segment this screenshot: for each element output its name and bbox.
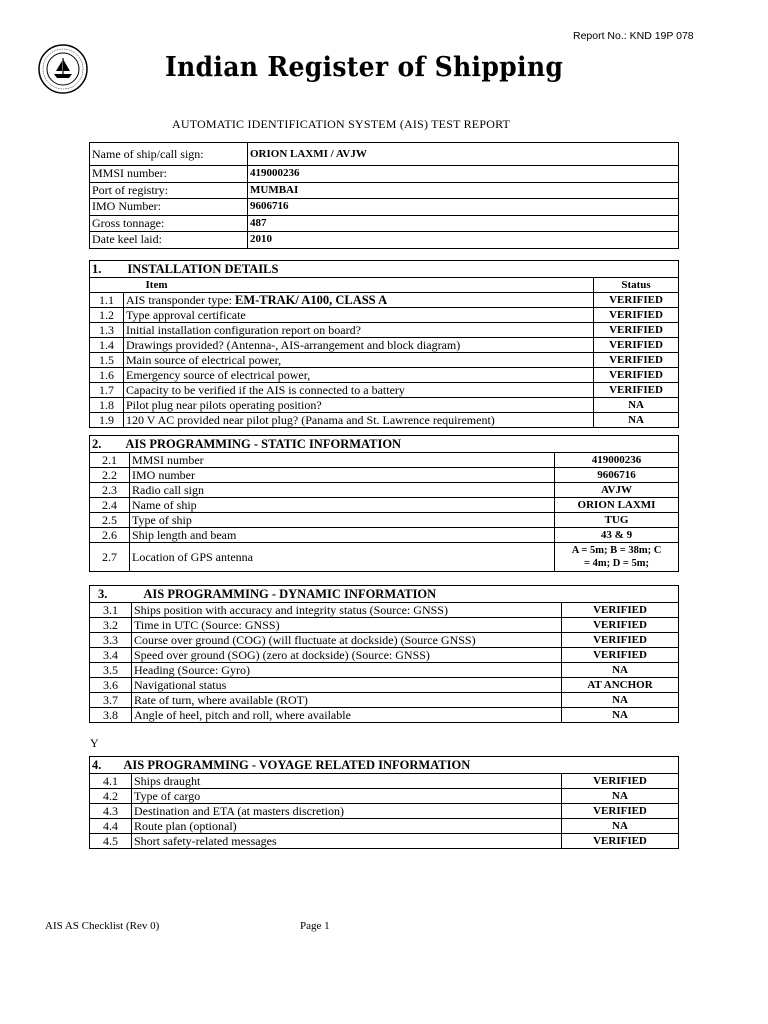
status-value: NA	[562, 708, 679, 723]
table-row	[90, 383, 679, 398]
row-number: 1.5	[90, 353, 124, 368]
row-item: Type of ship	[130, 513, 555, 528]
table-row	[90, 618, 679, 633]
table-row	[90, 693, 679, 708]
static-information-table	[89, 435, 679, 572]
row-number: 2.2	[90, 468, 130, 483]
programmed-value: 419000236	[555, 453, 679, 468]
status-value: VERIFIED	[594, 383, 679, 398]
row-number: 3.2	[90, 618, 132, 633]
status-value: VERIFIED	[562, 603, 679, 618]
row-number: 1.8	[90, 398, 124, 413]
row-item: Rate of turn, where available (ROT)	[132, 693, 562, 708]
row-item: Ships draught	[132, 774, 562, 789]
ship-info-value: 9606716	[248, 199, 679, 216]
row-item: Destination and ETA (at masters discretion)	[132, 804, 562, 819]
status-value: AT ANCHOR	[562, 678, 679, 693]
programmed-value: 43 & 9	[555, 528, 679, 543]
ship-info-label: Gross tonnage:	[90, 215, 248, 232]
footer-page-number: Page 1	[300, 920, 330, 932]
row-item: Angle of heel, pitch and roll, where available	[132, 708, 562, 723]
status-value: VERIFIED	[562, 804, 679, 819]
row-item: Time in UTC (Source: GNSS)	[132, 618, 562, 633]
table-row	[90, 819, 679, 834]
row-number: 3.5	[90, 663, 132, 678]
programmed-value: ORION LAXMI	[555, 498, 679, 513]
section-header	[90, 757, 679, 774]
row-number: 2.4	[90, 498, 130, 513]
section-title: AIS PROGRAMMING - DYNAMIC INFORMATION	[143, 586, 437, 601]
row-item: Type of cargo	[132, 789, 562, 804]
column-header-row	[90, 278, 679, 293]
section-title: AIS PROGRAMMING - VOYAGE RELATED INFORMATION	[123, 757, 471, 772]
stray-mark: Y	[90, 736, 99, 750]
status-value: VERIFIED	[594, 293, 679, 308]
table-row	[90, 323, 679, 338]
row-number: 4.1	[90, 774, 132, 789]
programmed-value: 9606716	[555, 468, 679, 483]
gps-antenna-location: A = 5m; B = 38m; C = 4m; D = 5m;	[555, 543, 679, 572]
installation-details-table	[89, 260, 679, 428]
status-value: VERIFIED	[594, 338, 679, 353]
status-value: VERIFIED	[562, 774, 679, 789]
row-item: Radio call sign	[130, 483, 555, 498]
ship-info-row	[90, 166, 679, 183]
row-item: Initial installation configuration report on board?	[124, 323, 594, 338]
row-number: 1.2	[90, 308, 124, 323]
status-value: VERIFIED	[562, 633, 679, 648]
status-value: VERIFIED	[562, 648, 679, 663]
row-item: Main source of electrical power,	[124, 353, 594, 368]
ship-info-value: 487	[248, 215, 679, 232]
ship-info-row	[90, 143, 679, 166]
status-value: VERIFIED	[594, 308, 679, 323]
section-number: 4.	[92, 757, 102, 772]
row-item: Name of ship	[130, 498, 555, 513]
row-item: Speed over ground (SOG) (zero at dockside) (Source: GNSS)	[132, 648, 562, 663]
row-number: 3.3	[90, 633, 132, 648]
row-number: 4.3	[90, 804, 132, 819]
status-value: VERIFIED	[562, 618, 679, 633]
row-number: 4.2	[90, 789, 132, 804]
row-item: Drawings provided? (Antenna-, AIS-arrangement and block diagram)	[124, 338, 594, 353]
row-item: 120 V AC provided near pilot plug? (Panama and St. Lawrence requirement)	[124, 413, 594, 428]
row-item: Capacity to be verified if the AIS is connected to a battery	[124, 383, 594, 398]
row-number: 1.9	[90, 413, 124, 428]
section-header	[90, 261, 679, 278]
table-row	[90, 603, 679, 618]
ship-info-label: MMSI number:	[90, 166, 248, 183]
document-title: AUTOMATIC IDENTIFICATION SYSTEM (AIS) TEST REPORT	[172, 117, 511, 131]
status-value: NA	[594, 398, 679, 413]
row-item: Navigational status	[132, 678, 562, 693]
row-number: 3.6	[90, 678, 132, 693]
row-item: AIS transponder type: EM-TRAK/ A100, CLASS A	[124, 293, 594, 308]
ship-info-label: Name of ship/call sign:	[90, 143, 248, 166]
ship-info-label: Port of registry:	[90, 182, 248, 199]
row-item: Heading (Source: Gyro)	[132, 663, 562, 678]
row-number: 1.6	[90, 368, 124, 383]
status-value: VERIFIED	[562, 834, 679, 849]
report-number: Report No.: KND 19P 078	[573, 30, 694, 42]
status-value: VERIFIED	[594, 368, 679, 383]
ship-info-value: 2010	[248, 232, 679, 249]
row-item: Ships position with accuracy and integrity status (Source: GNSS)	[132, 603, 562, 618]
ship-info-value: 419000236	[248, 166, 679, 183]
ship-info-row	[90, 232, 679, 249]
section-number: 2.	[92, 436, 102, 451]
table-row	[90, 834, 679, 849]
status-value: NA	[562, 789, 679, 804]
ship-info-value: MUMBAI	[248, 182, 679, 199]
section-header	[90, 436, 679, 453]
ship-info-label: Date keel laid:	[90, 232, 248, 249]
status-value: VERIFIED	[594, 323, 679, 338]
section-number: 1.	[92, 261, 102, 276]
row-number: 2.7	[90, 543, 130, 572]
row-number: 1.7	[90, 383, 124, 398]
ship-info-row	[90, 199, 679, 216]
row-item: Short safety-related messages	[132, 834, 562, 849]
table-row	[90, 804, 679, 819]
row-number: 2.1	[90, 453, 130, 468]
row-number: 2.3	[90, 483, 130, 498]
row-number: 1.1	[90, 293, 124, 308]
table-row	[90, 789, 679, 804]
row-item: Ship length and beam	[130, 528, 555, 543]
table-row	[90, 293, 679, 308]
column-header-item: Item	[124, 278, 594, 293]
row-item: MMSI number	[130, 453, 555, 468]
voyage-information-table	[89, 756, 679, 849]
table-row	[90, 648, 679, 663]
table-row	[90, 483, 679, 498]
table-row	[90, 398, 679, 413]
table-row	[90, 353, 679, 368]
row-item: Course over ground (COG) (will fluctuate at dockside) (Source GNSS)	[132, 633, 562, 648]
table-row	[90, 774, 679, 789]
ship-info-row	[90, 215, 679, 232]
section-header	[90, 586, 679, 603]
row-item: Pilot plug near pilots operating position?	[124, 398, 594, 413]
dynamic-information-table	[89, 585, 679, 723]
row-number: 1.4	[90, 338, 124, 353]
table-row	[90, 338, 679, 353]
seal-logo	[38, 44, 88, 94]
status-value: NA	[562, 663, 679, 678]
row-number: 3.7	[90, 693, 132, 708]
row-number: 3.1	[90, 603, 132, 618]
section-title: AIS PROGRAMMING - STATIC INFORMATION	[125, 436, 402, 451]
status-value: VERIFIED	[594, 353, 679, 368]
section-number: 3.	[98, 586, 108, 601]
programmed-value: TUG	[555, 513, 679, 528]
row-item: Location of GPS antenna	[130, 543, 555, 572]
table-row	[90, 633, 679, 648]
programmed-value: AVJW	[555, 483, 679, 498]
row-item: Emergency source of electrical power,	[124, 368, 594, 383]
organization-name: Indian Register of Shipping	[165, 52, 564, 83]
status-value: NA	[594, 413, 679, 428]
row-item: Route plan (optional)	[132, 819, 562, 834]
row-number: 1.3	[90, 323, 124, 338]
table-row	[90, 498, 679, 513]
column-header-status: Status	[594, 278, 679, 293]
row-number: 3.8	[90, 708, 132, 723]
row-item: Type approval certificate	[124, 308, 594, 323]
status-value: NA	[562, 819, 679, 834]
footer-checklist-label: AIS AS Checklist (Rev 0)	[45, 920, 160, 932]
section-title: INSTALLATION DETAILS	[127, 261, 279, 276]
table-row	[90, 308, 679, 323]
table-row	[90, 708, 679, 723]
row-item: IMO number	[130, 468, 555, 483]
transponder-type: EM-TRAK/ A100, CLASS A	[234, 292, 388, 307]
table-row	[90, 663, 679, 678]
table-row	[90, 543, 679, 572]
table-row	[90, 678, 679, 693]
table-row	[90, 413, 679, 428]
table-row	[90, 453, 679, 468]
ship-info-value: ORION LAXMI / AVJW	[248, 143, 679, 166]
row-number: 4.5	[90, 834, 132, 849]
status-value: NA	[562, 693, 679, 708]
row-number: 2.5	[90, 513, 130, 528]
table-row	[90, 468, 679, 483]
ship-info-table	[89, 142, 679, 249]
ship-info-label: IMO Number:	[90, 199, 248, 216]
table-row	[90, 528, 679, 543]
row-number: 3.4	[90, 648, 132, 663]
ship-info-row	[90, 182, 679, 199]
table-row	[90, 368, 679, 383]
row-number: 2.6	[90, 528, 130, 543]
table-row	[90, 513, 679, 528]
row-number: 4.4	[90, 819, 132, 834]
